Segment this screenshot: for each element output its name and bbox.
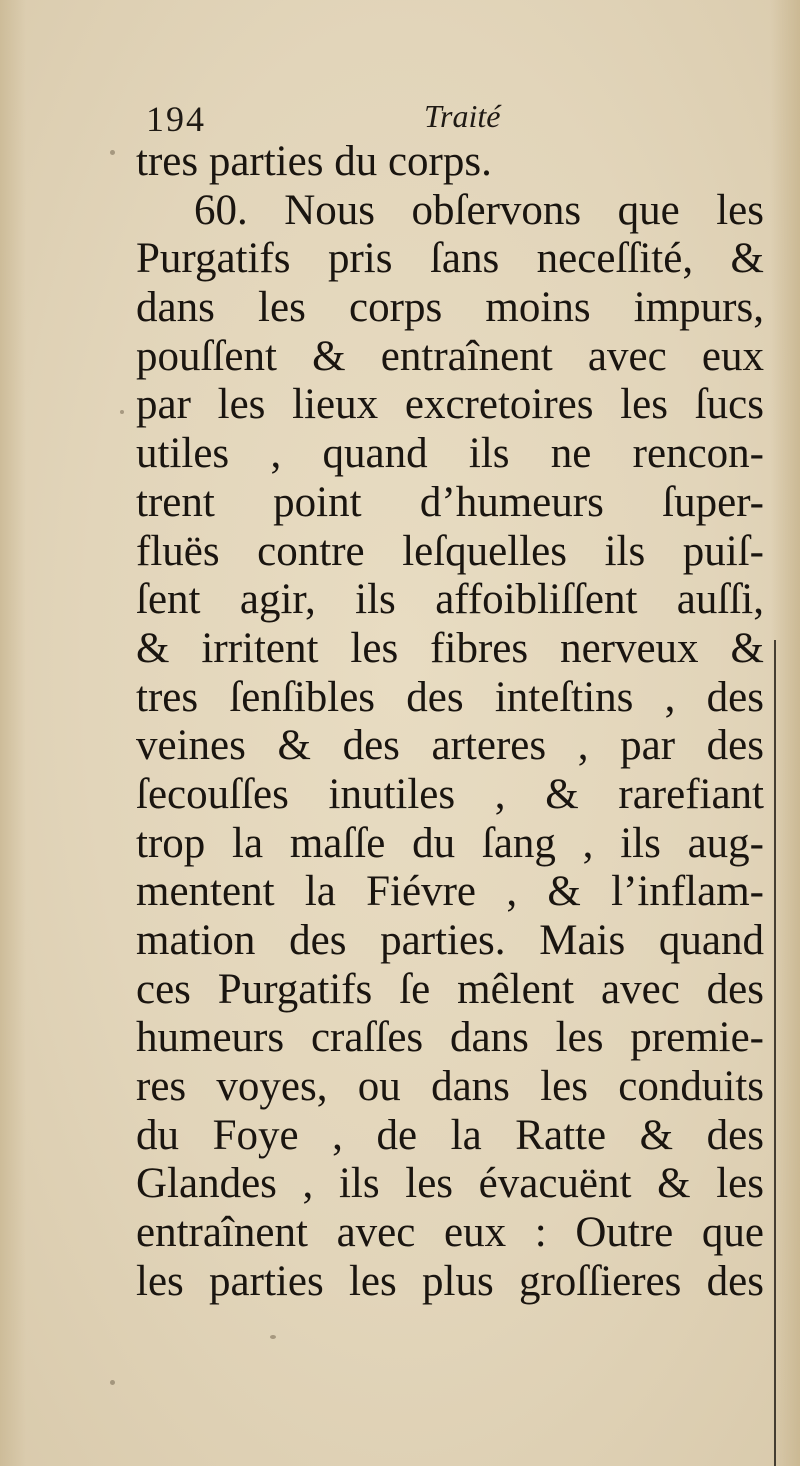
body-text — [136, 138, 764, 1307]
text-line: res voyes, ou dans les conduits — [136, 1063, 764, 1111]
text-line: utiles , quand ils ne rencon- — [136, 430, 764, 478]
text-line: Glandes , ils les évacuënt & les — [136, 1160, 764, 1208]
text-line: les parties les plus groſſieres des — [136, 1257, 764, 1305]
text-line: par les lieux excretoires les ſucs — [136, 381, 764, 429]
text-line: mation des parties. Mais quand — [136, 917, 764, 964]
text-line: fluës contre leſquelles ils puiſ- — [136, 527, 764, 575]
page-number: 194 — [146, 99, 206, 139]
text-line: tres ſenſibles des inteſtins , des — [136, 673, 764, 721]
text-line: veines & des arteres , par des — [136, 722, 764, 770]
page-edge-line — [774, 640, 776, 1466]
text-line: trent point d’humeurs ſuper- — [136, 478, 764, 526]
text-line: pouſſent & entraînent avec eux — [136, 332, 764, 380]
paper-speck — [120, 410, 124, 414]
text-line: tres parties du corps. — [136, 138, 492, 185]
text-line: Purgatifs pris ſans neceſſité, & — [136, 235, 764, 283]
text-line: ſent agir, ils affoibliſſent auſſi, — [136, 576, 764, 624]
paper-speck — [110, 150, 115, 155]
running-title: Traité — [424, 98, 501, 134]
paper-speck — [270, 1335, 276, 1339]
text-line: dans les corps moins impurs, — [136, 284, 764, 332]
text-line: trop la maſſe du ſang , ils aug- — [136, 819, 764, 867]
text-line: entraînent avec eux : Outre que — [136, 1209, 764, 1257]
text-line: humeurs craſſes dans les premie- — [136, 1014, 764, 1062]
text-line: ces Purgatifs ſe mêlent avec des — [136, 965, 764, 1013]
text-line: mentent la Fiévre , & l’inflam- — [136, 868, 764, 916]
text-line: du Foye , de la Ratte & des — [136, 1111, 764, 1159]
gutter-shadow — [0, 0, 26, 1466]
text-line: 60. Nous obſervons que les — [194, 186, 764, 234]
text-line: ſecouſſes inutiles , & rarefiant — [136, 770, 764, 818]
text-line: & irritent les fibres nerveux & — [136, 624, 764, 672]
paper-speck — [110, 1380, 115, 1385]
